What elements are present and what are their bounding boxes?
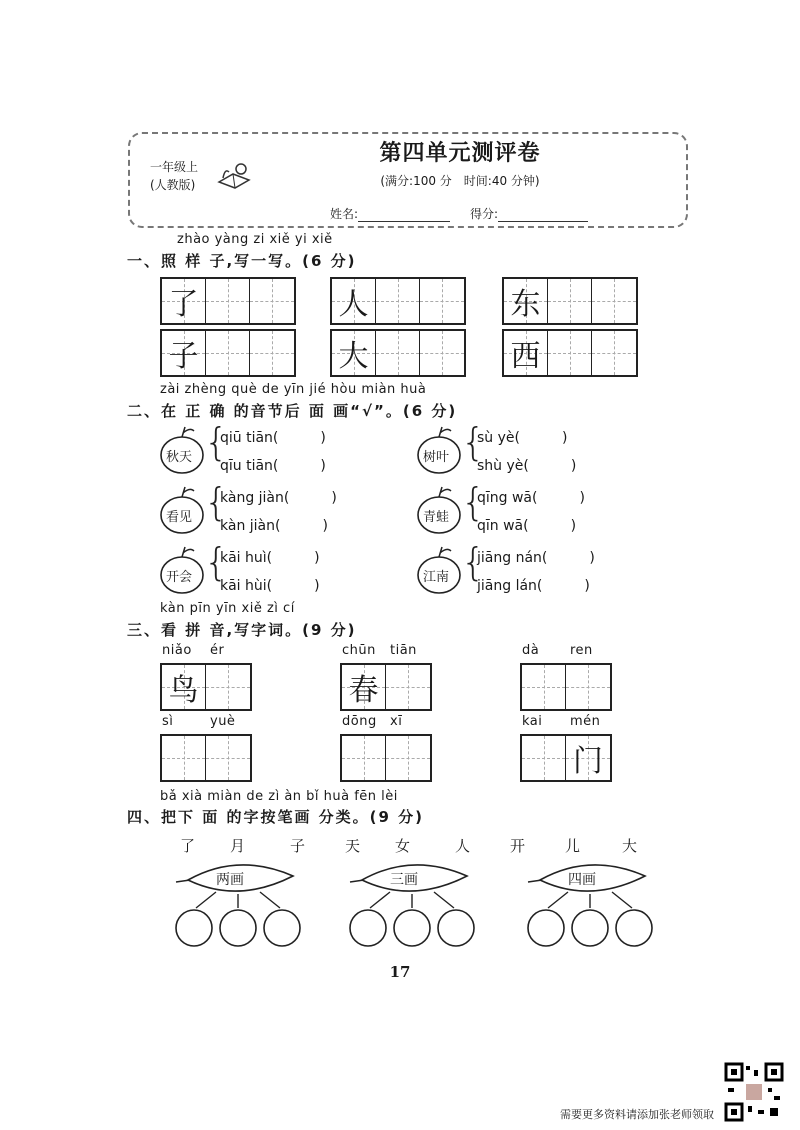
s3-grid — [160, 663, 252, 711]
edition-label: (人教版) — [150, 178, 196, 192]
s4-leaf-label: 四画 — [568, 872, 596, 888]
s3-pinyin-2: ér — [210, 643, 225, 658]
brace-icon: { — [461, 420, 486, 464]
s4-char: 天 — [345, 837, 361, 855]
s1-model-char: 子 — [168, 339, 199, 374]
s3-pinyin-1: kai — [522, 714, 543, 729]
s2-word: 开会 — [166, 570, 193, 585]
s2-word: 看见 — [166, 510, 193, 525]
s3-pinyin-1: dōng — [342, 714, 377, 729]
page-title: 第四单元测评卷 — [379, 140, 541, 166]
s1-model-char: 大 — [338, 339, 369, 374]
s1-model-char: 西 — [510, 339, 541, 374]
s2-option-b[interactable]: kāi hùi( ) — [220, 578, 320, 594]
s3-grid — [340, 734, 432, 782]
brace-icon: { — [461, 480, 486, 524]
s1-pinyin: zhào yàng zi xiě yi xiě — [177, 232, 333, 247]
s1-title: 一、照 样 子,写一写。(6 分) — [127, 252, 357, 270]
s3-pinyin-2: tiān — [390, 643, 417, 658]
brace-icon: { — [204, 480, 229, 524]
s2-option-a[interactable]: qiū tiān( ) — [220, 430, 326, 446]
s2-option-a[interactable]: kāi huì( ) — [220, 550, 320, 566]
s3-pinyin-1: chūn — [342, 643, 376, 658]
page-subtitle: (满分:100 分 时间:40 分钟) — [380, 174, 540, 188]
s4-char: 女 — [395, 837, 411, 855]
s3-grid — [520, 734, 612, 782]
s4-pinyin: bǎ xià miàn de zì àn bǐ huà fēn lèi — [160, 789, 398, 804]
s4-char: 子 — [290, 837, 306, 855]
s2-pinyin: zài zhèng què de yīn jié hòu miàn huà — [160, 382, 427, 397]
brace-icon: { — [204, 420, 229, 464]
s4-leaf-label: 三画 — [390, 872, 418, 888]
s3-char-1: 春 — [348, 673, 379, 708]
s2-word: 秋天 — [166, 450, 193, 465]
s2-option-a[interactable]: sù yè( ) — [477, 430, 568, 446]
score-label: 得分: — [470, 207, 499, 221]
s3-char-2: 门 — [573, 744, 603, 779]
s2-word: 树叶 — [423, 450, 450, 465]
s3-char-1: 鸟 — [168, 673, 199, 708]
s1-model-char: 人 — [338, 287, 369, 322]
s3-pinyin-1: sì — [162, 714, 174, 729]
s4-char: 儿 — [565, 837, 581, 855]
s3-pinyin-1: niǎo — [162, 643, 192, 658]
page-number: 17 — [389, 963, 411, 981]
s1-model-char: 了 — [168, 287, 199, 322]
name-label: 姓名: — [330, 207, 359, 221]
score-field[interactable] — [470, 205, 588, 222]
s3-pinyin-1: dà — [522, 643, 540, 658]
s2-option-a[interactable]: kàng jiàn( ) — [220, 490, 337, 506]
s4-char: 月 — [230, 837, 246, 855]
s2-word: 青蛙 — [423, 510, 450, 525]
s2-title: 二、在 正 确 的音节后 面 画“√”。(6 分) — [127, 402, 458, 420]
s3-grid — [340, 663, 432, 711]
s1-grid-2 — [330, 277, 466, 325]
s1-grid-4 — [160, 329, 296, 377]
s3-grid — [160, 734, 252, 782]
s3-title: 三、看 拼 音,写字词。(9 分) — [127, 621, 357, 639]
s2-option-b[interactable]: qīn wā( ) — [477, 518, 577, 534]
s2-option-a[interactable]: jiāng nán( ) — [477, 550, 595, 566]
s1-grid-5 — [330, 329, 466, 377]
s1-grid-6 — [502, 329, 638, 377]
s2-option-b[interactable]: jiāng lán( ) — [477, 578, 590, 594]
s1-model-char: 东 — [510, 287, 541, 322]
name-field[interactable] — [330, 205, 450, 222]
s3-pinyin-2: mén — [570, 714, 601, 729]
s4-char: 大 — [622, 837, 638, 855]
s3-grid — [520, 663, 612, 711]
footer-note: 需要更多资料请添加张老师领取 — [560, 1108, 714, 1121]
s4-char: 开 — [510, 837, 526, 855]
s4-title: 四、把下 面 的字按笔画 分类。(9 分) — [127, 808, 425, 826]
s2-option-b[interactable]: shù yè( ) — [477, 458, 577, 474]
s2-option-a[interactable]: qīng wā( ) — [477, 490, 585, 506]
brace-icon: { — [461, 540, 486, 584]
s4-char: 了 — [180, 837, 196, 855]
s1-grid-1 — [160, 277, 296, 325]
s1-grid-3 — [502, 277, 638, 325]
qr-code-icon[interactable] — [724, 1062, 784, 1122]
s4-char: 人 — [455, 837, 471, 855]
s4-leaf-label: 两画 — [216, 872, 244, 888]
s3-pinyin-2: ren — [570, 643, 593, 658]
s2-option-b[interactable]: qīu tiān( ) — [220, 458, 326, 474]
brace-icon: { — [204, 540, 229, 584]
s3-pinyin-2: yuè — [210, 714, 236, 729]
grade-label: 一年级上 — [150, 160, 199, 174]
s2-option-b[interactable]: kàn jiàn( ) — [220, 518, 328, 534]
s3-pinyin: kàn pīn yīn xiě zì cí — [160, 601, 295, 616]
s2-word: 江南 — [423, 570, 450, 585]
s3-pinyin-2: xī — [390, 714, 403, 729]
